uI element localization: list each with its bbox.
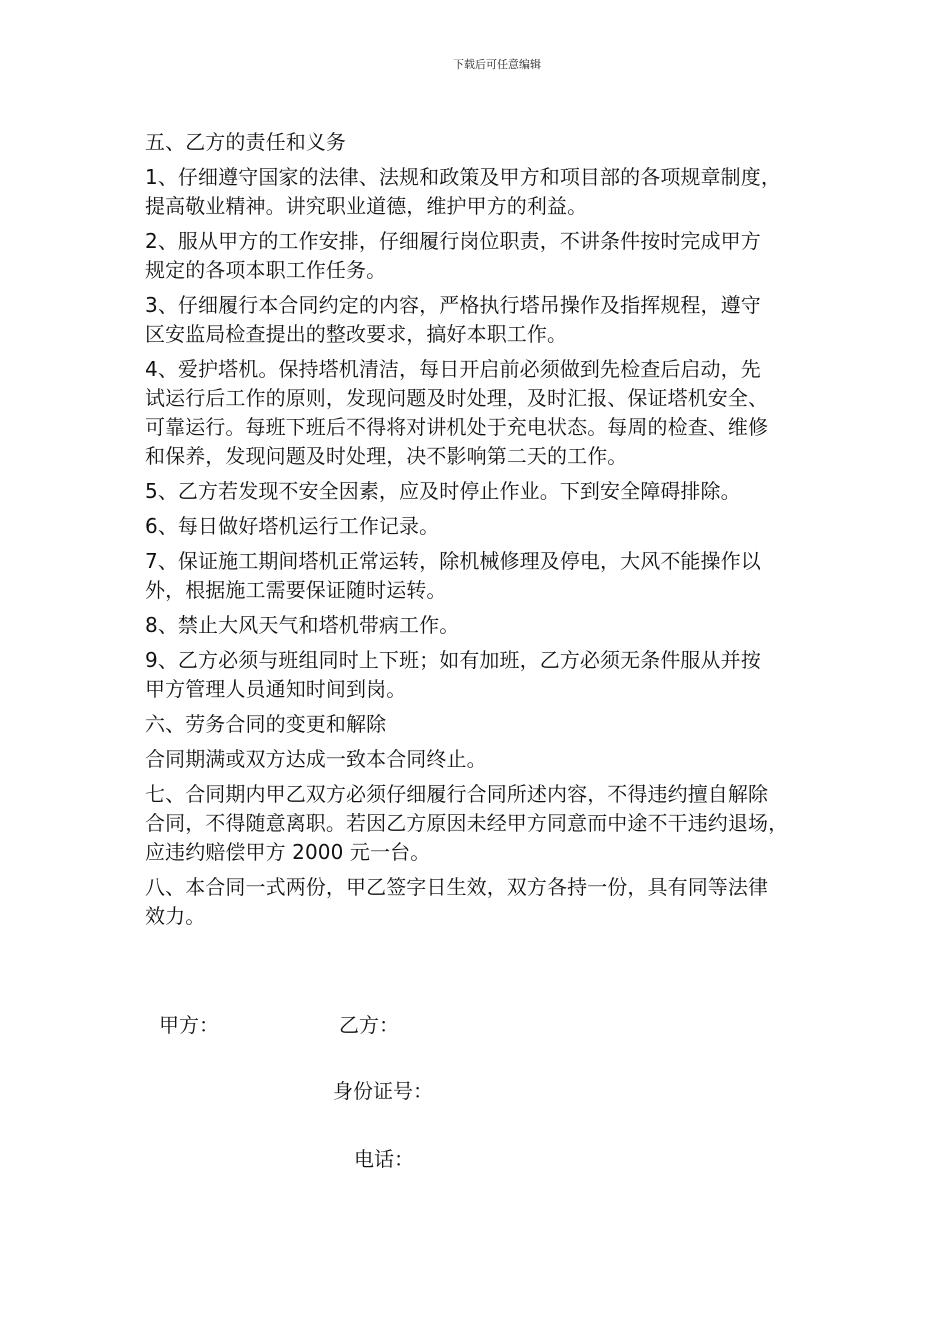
contract-paragraph — [145, 291, 860, 349]
paragraph-line: 可靠运行。每班下班后不得将对讲机处于充电状态。每周的检查、维修 — [145, 415, 769, 439]
paragraph-line: 七、合同期内甲乙双方必须仔细履行合同所述内容，不得违约擅自解除 — [145, 782, 769, 806]
paragraph-line: 八、本合同一式两份，甲乙签字日生效，双方各持一份，具有同等法律 — [145, 875, 769, 899]
paragraph-line: 5、乙方若发现不安全因素，应及时停止作业。下到安全障碍排除。 — [145, 479, 741, 503]
contract-paragraph — [145, 355, 860, 471]
id-number-label: 身份证号： — [333, 1079, 433, 1103]
paragraph-line: 1、仔细遵守国家的法律、法规和政策及甲方和项目部的各项规章制度， — [145, 165, 781, 189]
contract-paragraph — [145, 163, 860, 221]
paragraph-line: 7、保证施工期间塔机正常运转，除机械修理及停电，大风不能操作以 — [145, 549, 761, 573]
paragraph-line: 合同期满或双方达成一致本合同终止。 — [145, 747, 487, 771]
paragraph-line: 8、禁止大风天气和塔机带病工作。 — [145, 613, 460, 637]
header-note: 下载后可任意编辑 — [453, 58, 541, 71]
paragraph-line: 9、乙方必须与班组同时上下班；如有加班，乙方必须无条件服从并按 — [145, 648, 761, 672]
paragraph-line: 五、乙方的责任和义务 — [145, 130, 346, 154]
paragraph-line: 甲方管理人员通知时间到岗。 — [145, 677, 407, 701]
contract-paragraph — [145, 547, 860, 605]
contract-paragraph — [145, 512, 860, 541]
paragraph-line: 外，根据施工需要保证随时运转。 — [145, 578, 447, 602]
paragraph-line: 试运行后工作的原则，发现问题及时处理，及时汇报、保证塔机安全、 — [145, 386, 769, 410]
paragraph-line: 效力。 — [145, 904, 206, 928]
paragraph-line: 应违约赔偿甲方 2000 元一台。 — [145, 840, 431, 864]
contract-paragraph — [145, 611, 860, 640]
paragraph-line: 2、服从甲方的工作安排，仔细履行岗位职责，不讲条件按时完成甲方 — [145, 229, 761, 253]
paragraph-line: 提高敬业精神。讲究职业道德，维护甲方的利益。 — [145, 194, 588, 218]
paragraph-line: 区安监局检查提出的整改要求，搞好本职工作。 — [145, 322, 568, 346]
paragraph-line: 合同，不得随意离职。若因乙方原因未经甲方同意而中途不干违约退场， — [145, 811, 789, 835]
paragraph-line: 3、仔细履行本合同约定的内容，严格执行塔吊操作及指挥规程，遵守 — [145, 293, 761, 317]
contract-paragraph — [145, 780, 860, 867]
contract-paragraph — [145, 128, 860, 157]
paragraph-line: 和保养，发现问题及时处理，决不影响第二天的工作。 — [145, 444, 628, 468]
contract-body — [145, 128, 860, 937]
phone-label: 电话： — [354, 1147, 414, 1171]
contract-paragraph — [145, 477, 860, 506]
paragraph-line: 规定的各项本职工作任务。 — [145, 258, 387, 282]
paragraph-line: 4、爱护塔机。保持塔机清洁，每日开启前必须做到先检查后启动，先 — [145, 357, 761, 381]
party-a-label: 甲方： — [159, 1013, 219, 1037]
contract-paragraph — [145, 227, 860, 285]
contract-paragraph — [145, 745, 860, 774]
paragraph-line: 六、劳务合同的变更和解除 — [145, 712, 387, 736]
contract-paragraph — [145, 710, 860, 739]
party-b-label: 乙方： — [339, 1013, 399, 1037]
contract-paragraph — [145, 646, 860, 704]
paragraph-line: 6、每日做好塔机运行工作记录。 — [145, 514, 440, 538]
contract-paragraph — [145, 873, 860, 931]
